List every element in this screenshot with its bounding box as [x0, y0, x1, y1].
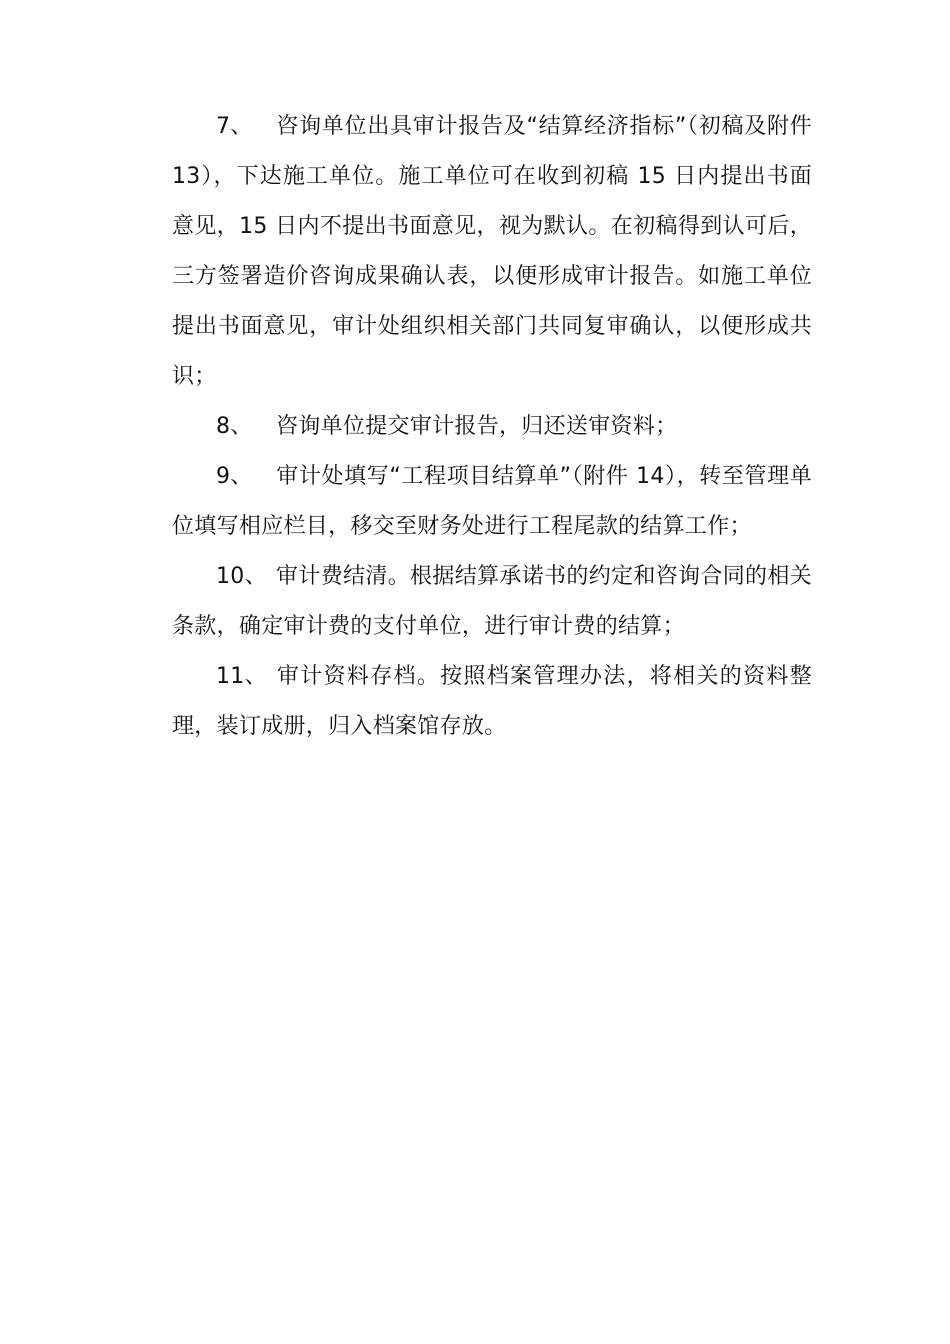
document-body	[172, 102, 812, 752]
item-text: 审计处填写“工程项目结算单”（附件 14），转至管理单位填写相应栏目，移交至财务处进行工程尾款的结算工作；	[172, 464, 812, 539]
list-item-11	[172, 652, 812, 752]
list-item-9	[172, 452, 812, 552]
item-number: 8、	[216, 414, 253, 439]
list-item-7	[172, 102, 812, 402]
list-item-8	[172, 402, 812, 452]
list-item-10	[172, 552, 812, 652]
item-number: 11、	[216, 664, 267, 689]
item-number: 9、	[216, 464, 253, 489]
item-text: 审计资料存档。按照档案管理办法，将相关的资料整理，装订成册，归入档案馆存放。	[172, 664, 812, 739]
item-text: 审计费结清。根据结算承诺书的约定和咨询合同的相关条款，确定审计费的支付单位，进行审计费的结算；	[172, 564, 812, 639]
item-text: 咨询单位出具审计报告及“结算经济指标”（初稿及附件 13），下达施工单位。施工单位可在收到初稿 15 日内提出书面意见，15 日内不提出书面意见，视为默认。在初稿得到认可后，三方签署造价咨询成果确认表，以便形成审计报告。如施工单位提出书面意见，审计处组织相关部门共同复审确认，以便形成共识；	[172, 114, 812, 389]
item-number: 10、	[216, 564, 267, 589]
item-number: 7、	[216, 114, 253, 139]
item-text: 咨询单位提交审计报告，归还送审资料；	[276, 414, 678, 439]
